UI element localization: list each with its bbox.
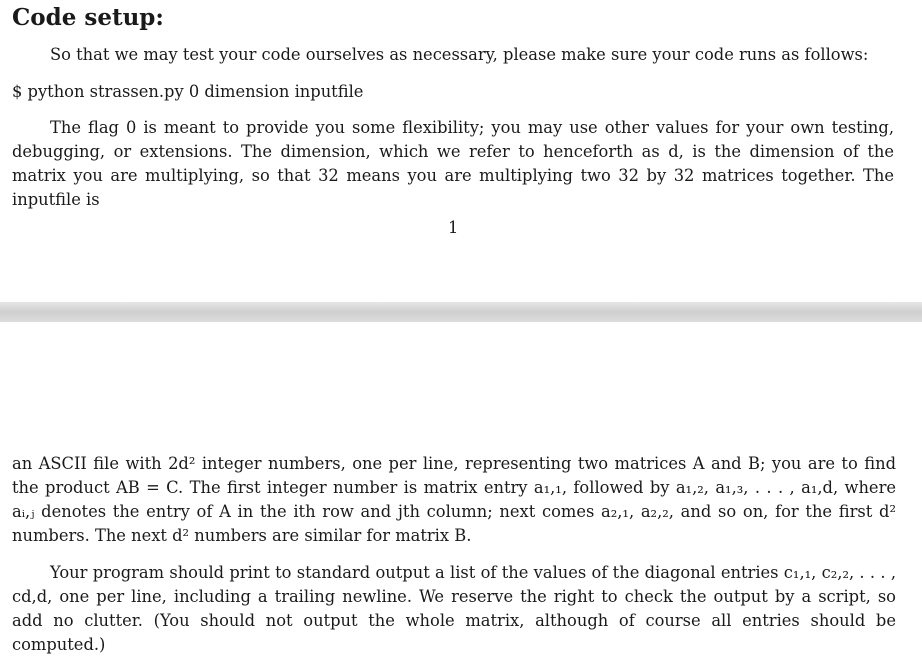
output-paragraph: Your program should print to standard output a list of the values of the diagonal entries c₁,₁, c₂,₂, . . . , cd,d, one per line, including a trailing newline. We reserve the right to check the output by a script, so add no clutter. (You should not output the whole matrix, although of course all entries should be computed.) (12, 563, 896, 654)
page-1 (0, 0, 922, 300)
inputfile-paragraph: an ASCII file with 2d² integer numbers, one per line, representing two matrices A and B; you are to find the product AB = C. The first integer number is matrix entry a₁,₁, followed by a₁,₂, a₁,₃, . . . , a₁,d, where aᵢ,ⱼ denotes the entry of A in the ith row and jth column; next comes a₂,₁, a₂,₂, and so on, for the first d² numbers. The next d² numbers are similar for matrix B. (12, 454, 896, 545)
page-number: 1 (448, 218, 459, 237)
page-divider (0, 302, 922, 322)
intro-paragraph: So that we may test your code ourselves as necessary, please make sure your code runs as follows: (50, 45, 869, 64)
section-heading: Code setup: (12, 4, 164, 31)
flag-paragraph: The flag 0 is meant to provide you some flexibility; you may use other values for your own testing, debugging, or extensions. The dimension, which we refer to henceforth as d, is the dimension of the matrix you are multiplying, so that 32 means you are multiplying two 32 by 32 matrices together. The inputfile is (12, 118, 894, 209)
page-2 (0, 322, 922, 654)
command-line: $ python strassen.py 0 dimension inputfile (12, 82, 364, 101)
